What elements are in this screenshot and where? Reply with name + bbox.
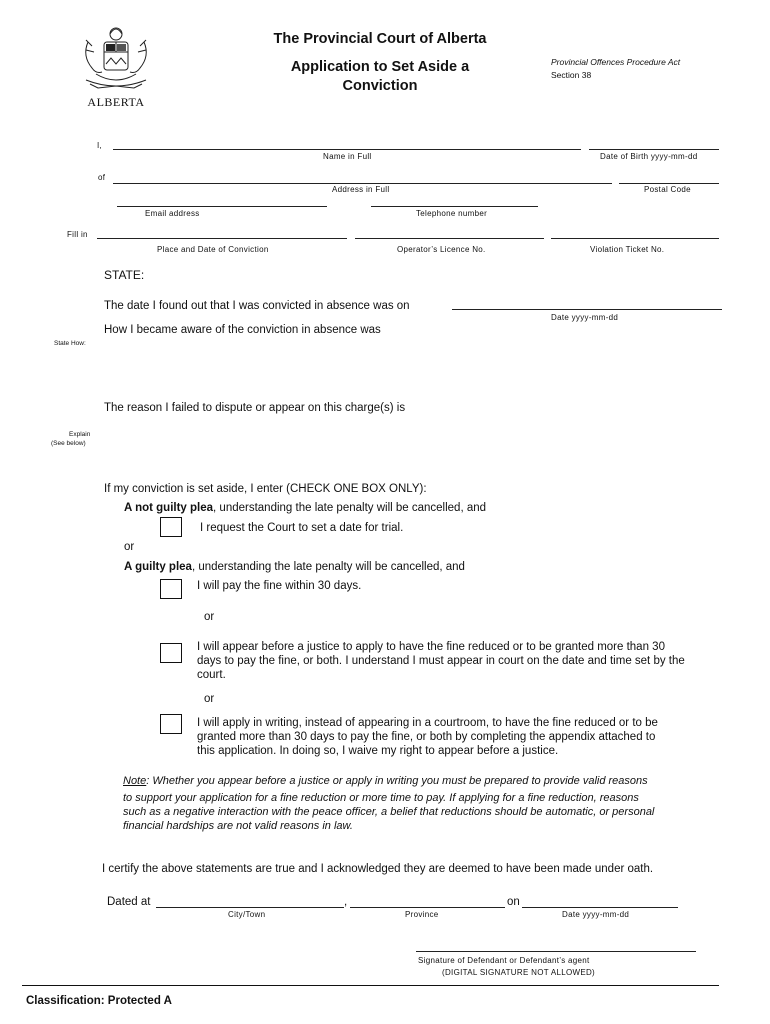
note-line4: financial hardships are not valid reasons in law.	[123, 820, 353, 832]
plea-intro: If my conviction is set aside, I enter (CHECK ONE BOX ONLY):	[104, 483, 427, 495]
footer-divider	[22, 985, 719, 986]
licence-field[interactable]	[355, 238, 544, 239]
ticket-label: Violation Ticket No.	[590, 245, 665, 254]
pay-checkbox[interactable]	[160, 579, 182, 599]
of-label: of	[98, 173, 106, 182]
phone-label: Telephone number	[416, 209, 488, 218]
address-field[interactable]	[113, 183, 612, 184]
dated-date-label: Date yyyy-mm-dd	[562, 910, 630, 919]
appear-line1: I will appear before a justice to apply to have the fine reduced or to be granted more than 30	[197, 641, 665, 653]
not-guilty-rest: , understanding the late penalty will be cancelled, and	[213, 502, 487, 514]
dob-label: Date of Birth yyyy-mm-dd	[600, 152, 698, 161]
reason-answer-area[interactable]	[104, 420, 719, 476]
i-label: I,	[97, 141, 103, 150]
alberta-logo	[76, 24, 156, 109]
province-label: Province	[405, 910, 439, 919]
note-line3: such as a negative interaction with the peace officer, a belief that reductions should be automatic, or personal	[123, 806, 655, 818]
city-field[interactable]	[156, 907, 344, 908]
note-line2: to support your application for a fine reduction or more time to pay. If applying for a fine reduction, reasons	[123, 792, 639, 804]
writing-line2: granted more than 30 days to pay the fine, or both by completing the appendix attached to	[197, 731, 656, 743]
note-text1: : Whether you appear before a justice or apply in writing you must be prepared to provide valid reasons	[146, 775, 648, 787]
appear-line2: days to pay the fine, or both. I understand I must appear in court on the date and time set by the	[197, 655, 685, 667]
licence-label: Operator’s Licence No.	[397, 245, 486, 254]
explain-label: Explain	[69, 431, 91, 438]
pay-text: I will pay the fine within 30 days.	[197, 580, 362, 592]
found-out-date-label: Date yyyy-mm-dd	[551, 313, 619, 322]
state-how-label: State How:	[54, 340, 86, 347]
place-date-label: Place and Date of Conviction	[157, 245, 269, 254]
guilty-rest: , understanding the late penalty will be cancelled, and	[191, 561, 465, 573]
court-name: The Provincial Court of Alberta	[273, 31, 487, 47]
digital-signature-note: (DIGITAL SIGNATURE NOT ALLOWED)	[442, 968, 596, 977]
appear-line3: court.	[197, 669, 226, 681]
found-out-date-field[interactable]	[452, 309, 722, 310]
or-2: or	[204, 611, 215, 623]
name-field[interactable]	[113, 149, 581, 150]
certify-text: I certify the above statements are true and I acknowledged they are deemed to have been made under oath.	[102, 863, 654, 875]
signature-label: Signature of Defendant or Defendant’s agent	[418, 956, 590, 965]
signature-field[interactable]	[416, 951, 696, 952]
trial-text: I request the Court to set a date for trial.	[200, 522, 404, 534]
place-date-field[interactable]	[97, 238, 347, 239]
fill-in-label: Fill in	[67, 230, 88, 239]
appear-checkbox[interactable]	[160, 643, 182, 663]
logo-text: ALBERTA	[87, 95, 145, 109]
writing-line1: I will apply in writing, instead of appearing in a courtroom, to have the fine reduced or to be	[197, 717, 658, 729]
dated-at-label: Dated at	[107, 896, 151, 908]
dob-field[interactable]	[589, 149, 719, 150]
guilty-heading	[124, 561, 465, 573]
comma: ,	[344, 896, 348, 908]
act-section: Section 38	[551, 70, 592, 80]
aware-answer-area[interactable]	[104, 342, 719, 398]
address-label: Address in Full	[332, 185, 390, 194]
classification-label: Classification: Protected A	[26, 995, 172, 1007]
see-below-label: (See below)	[51, 440, 86, 447]
not-guilty-bold: A not guilty plea	[124, 502, 214, 514]
not-guilty-heading	[124, 502, 486, 514]
writing-line3: this application. In doing so, I waive my right to appear before a justice.	[197, 745, 559, 757]
or-3: or	[204, 693, 215, 705]
postal-label: Postal Code	[644, 185, 691, 194]
reason-text: The reason I failed to dispute or appear on this charge(s) is	[104, 402, 406, 414]
email-label: Email address	[145, 209, 200, 218]
act-name: Provincial Offences Procedure Act	[551, 57, 681, 67]
dated-date-field[interactable]	[522, 907, 678, 908]
note-label: Note	[123, 775, 147, 787]
on-label: on	[507, 896, 520, 908]
form-title-line2: Conviction	[342, 78, 418, 94]
form-title-line1: Application to Set Aside a	[290, 59, 470, 75]
ticket-field[interactable]	[551, 238, 719, 239]
postal-field[interactable]	[619, 183, 719, 184]
phone-field[interactable]	[371, 206, 538, 207]
trial-checkbox[interactable]	[160, 517, 182, 537]
province-field[interactable]	[350, 907, 505, 908]
found-out-text: The date I found out that I was convicted in absence was on	[104, 300, 410, 312]
guilty-bold: A guilty plea	[124, 561, 192, 573]
name-label: Name in Full	[323, 152, 372, 161]
coat-of-arms-icon	[76, 24, 156, 92]
email-field[interactable]	[117, 206, 327, 207]
aware-text: How I became aware of the conviction in absence was	[104, 324, 381, 336]
note-line1	[123, 775, 648, 787]
state-heading: STATE:	[104, 268, 145, 282]
writing-checkbox[interactable]	[160, 714, 182, 734]
or-1: or	[124, 541, 135, 553]
city-label: City/Town	[228, 910, 266, 919]
